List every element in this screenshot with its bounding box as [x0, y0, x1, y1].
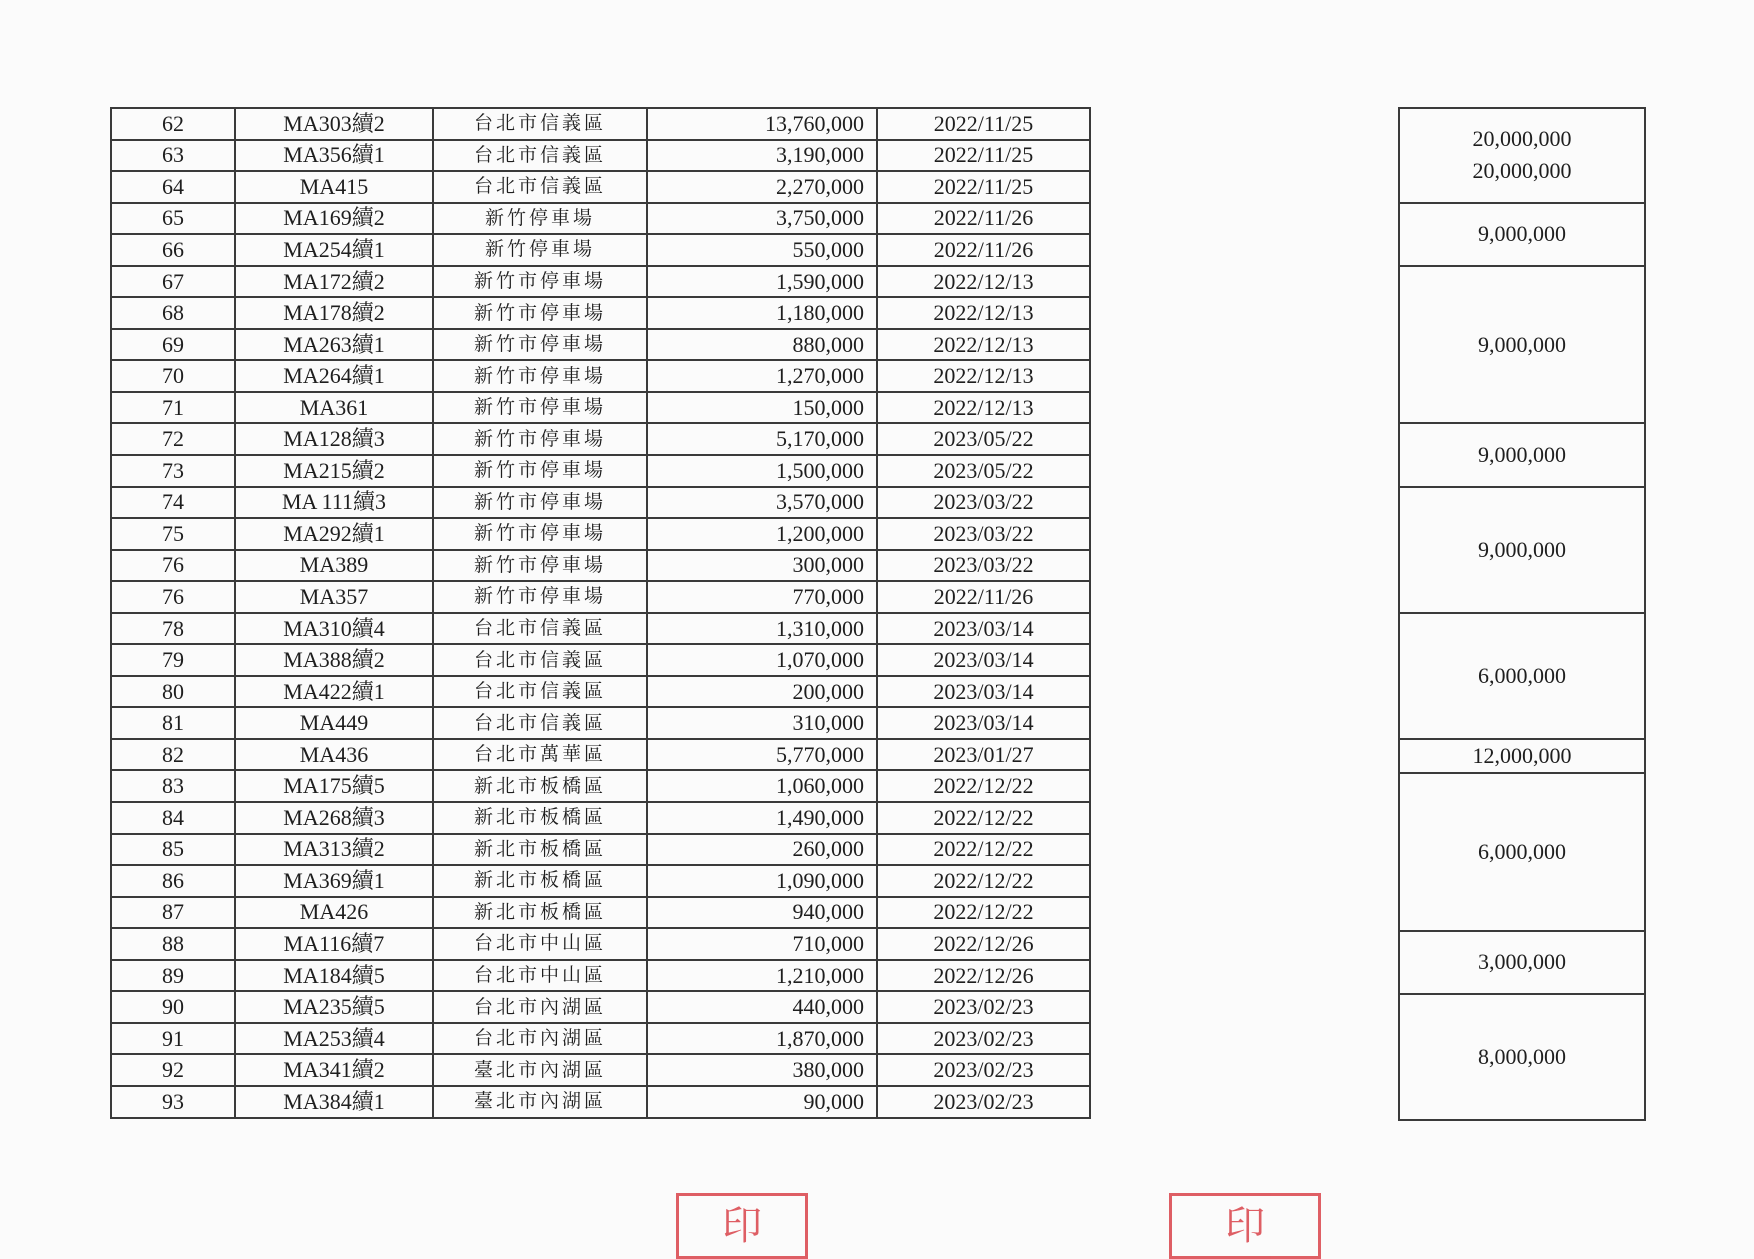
- location-cell: 新竹市停車場: [433, 455, 647, 487]
- loan-code: MA310續4: [235, 613, 433, 645]
- loan-code: MA436: [235, 739, 433, 771]
- quota-row: [1399, 203, 1645, 266]
- amount-cell: 5,770,000: [647, 739, 877, 771]
- date-cell: 2023/02/23: [877, 991, 1090, 1023]
- location-cell: 新竹市停車場: [433, 581, 647, 613]
- amount-cell: 940,000: [647, 897, 877, 929]
- date-cell: 2022/11/25: [877, 108, 1090, 140]
- location-cell: 新竹市停車場: [433, 550, 647, 582]
- loan-code: MA369續1: [235, 865, 433, 897]
- quota-value: 9,000,000: [1478, 221, 1566, 247]
- loan-code: MA215續2: [235, 455, 433, 487]
- table-row: [111, 266, 1090, 298]
- location-cell: 新北市板橋區: [433, 897, 647, 929]
- amount-cell: 3,570,000: [647, 487, 877, 519]
- amount-cell: 5,170,000: [647, 423, 877, 455]
- table-row: [111, 613, 1090, 645]
- table-row: [111, 203, 1090, 235]
- amount-cell: 3,750,000: [647, 203, 877, 235]
- quota-table-body: [1399, 108, 1645, 1120]
- location-cell: 台北市信義區: [433, 171, 647, 203]
- date-cell: 2023/03/22: [877, 487, 1090, 519]
- amount-cell: 200,000: [647, 676, 877, 708]
- table-row: [111, 518, 1090, 550]
- table-row: [111, 360, 1090, 392]
- amount-cell: 1,090,000: [647, 865, 877, 897]
- amount-cell: 440,000: [647, 991, 877, 1023]
- loan-code: MA356續1: [235, 140, 433, 172]
- quota-value: 3,000,000: [1478, 949, 1566, 975]
- row-number: 92: [111, 1054, 235, 1086]
- row-number: 75: [111, 518, 235, 550]
- loan-code: MA268續3: [235, 802, 433, 834]
- date-cell: 2023/03/14: [877, 676, 1090, 708]
- amount-cell: 260,000: [647, 834, 877, 866]
- location-cell: 台北市信義區: [433, 140, 647, 172]
- table-row: [111, 234, 1090, 266]
- row-number: 91: [111, 1023, 235, 1055]
- seal-stamp-right: 印: [1169, 1193, 1321, 1259]
- table-row: [111, 1054, 1090, 1086]
- location-cell: 新竹市停車場: [433, 518, 647, 550]
- date-cell: 2022/12/22: [877, 770, 1090, 802]
- loan-code: MA175續5: [235, 770, 433, 802]
- location-cell: 新竹停車場: [433, 234, 647, 266]
- date-cell: 2022/12/22: [877, 802, 1090, 834]
- quota-row: [1399, 773, 1645, 931]
- quota-value: 6,000,000: [1478, 838, 1566, 864]
- row-number: 69: [111, 329, 235, 361]
- quota-value: 9,000,000: [1478, 536, 1566, 562]
- quota-value: 20,000,000: [1472, 126, 1572, 152]
- location-cell: 台北市內湖區: [433, 1023, 647, 1055]
- row-number: 63: [111, 140, 235, 172]
- loan-code: MA341續2: [235, 1054, 433, 1086]
- row-number: 72: [111, 423, 235, 455]
- table-row: [111, 423, 1090, 455]
- quota-table: [1398, 107, 1646, 1121]
- location-cell: 新竹市停車場: [433, 329, 647, 361]
- date-cell: 2023/03/14: [877, 707, 1090, 739]
- table-row: [111, 297, 1090, 329]
- table-row: [111, 392, 1090, 424]
- amount-cell: 1,870,000: [647, 1023, 877, 1055]
- table-row: [111, 707, 1090, 739]
- row-number: 62: [111, 108, 235, 140]
- loan-code: MA357: [235, 581, 433, 613]
- loan-code: MA389: [235, 550, 433, 582]
- date-cell: 2022/11/26: [877, 234, 1090, 266]
- loan-code: MA384續1: [235, 1086, 433, 1118]
- row-number: 73: [111, 455, 235, 487]
- row-number: 65: [111, 203, 235, 235]
- amount-cell: 1,310,000: [647, 613, 877, 645]
- location-cell: 台北市信義區: [433, 707, 647, 739]
- row-number: 78: [111, 613, 235, 645]
- quota-value: 6,000,000: [1478, 662, 1566, 688]
- row-number: 71: [111, 392, 235, 424]
- row-number: 93: [111, 1086, 235, 1118]
- amount-cell: 13,760,000: [647, 108, 877, 140]
- quota-row: [1399, 739, 1645, 773]
- quota-cell: [1399, 423, 1645, 486]
- date-cell: 2022/12/13: [877, 392, 1090, 424]
- table-row: [111, 770, 1090, 802]
- date-cell: 2022/11/26: [877, 581, 1090, 613]
- quota-value: 9,000,000: [1478, 442, 1566, 468]
- amount-cell: 300,000: [647, 550, 877, 582]
- location-cell: 台北市信義區: [433, 613, 647, 645]
- amount-cell: 1,200,000: [647, 518, 877, 550]
- amount-cell: 150,000: [647, 392, 877, 424]
- date-cell: 2022/12/22: [877, 865, 1090, 897]
- location-cell: 新北市板橋區: [433, 865, 647, 897]
- location-cell: 臺北市內湖區: [433, 1086, 647, 1118]
- date-cell: 2022/12/13: [877, 266, 1090, 298]
- amount-cell: 1,070,000: [647, 644, 877, 676]
- location-cell: 台北市中山區: [433, 960, 647, 992]
- loan-code: MA292續1: [235, 518, 433, 550]
- loan-code: MA184續5: [235, 960, 433, 992]
- loan-code: MA426: [235, 897, 433, 929]
- table-row: [111, 739, 1090, 771]
- quota-cell: [1399, 487, 1645, 613]
- loan-code: MA361: [235, 392, 433, 424]
- table-row: [111, 487, 1090, 519]
- loan-code: MA253續4: [235, 1023, 433, 1055]
- location-cell: 新竹市停車場: [433, 297, 647, 329]
- location-cell: 臺北市內湖區: [433, 1054, 647, 1086]
- date-cell: 2022/11/25: [877, 171, 1090, 203]
- row-number: 74: [111, 487, 235, 519]
- loan-code: MA178續2: [235, 297, 433, 329]
- location-cell: 台北市信義區: [433, 644, 647, 676]
- seal-stamp-left: 印: [676, 1193, 808, 1259]
- date-cell: 2022/12/13: [877, 297, 1090, 329]
- amount-cell: 2,270,000: [647, 171, 877, 203]
- quota-cell: [1399, 931, 1645, 994]
- loan-code: MA303續2: [235, 108, 433, 140]
- table-row: [111, 897, 1090, 929]
- date-cell: 2022/12/22: [877, 897, 1090, 929]
- quota-cell: [1399, 108, 1645, 203]
- row-number: 89: [111, 960, 235, 992]
- amount-cell: 770,000: [647, 581, 877, 613]
- date-cell: 2023/05/22: [877, 455, 1090, 487]
- row-number: 76: [111, 581, 235, 613]
- table-row: [111, 1023, 1090, 1055]
- loan-code: MA264續1: [235, 360, 433, 392]
- quota-value: 20,000,000: [1472, 158, 1572, 184]
- row-number: 64: [111, 171, 235, 203]
- loan-code: MA263續1: [235, 329, 433, 361]
- date-cell: 2022/12/13: [877, 360, 1090, 392]
- table-row: [111, 581, 1090, 613]
- location-cell: 新竹停車場: [433, 203, 647, 235]
- row-number: 86: [111, 865, 235, 897]
- amount-cell: 1,180,000: [647, 297, 877, 329]
- quota-row: [1399, 487, 1645, 613]
- date-cell: 2023/03/14: [877, 613, 1090, 645]
- amount-cell: 90,000: [647, 1086, 877, 1118]
- quota-row: [1399, 266, 1645, 424]
- row-number: 82: [111, 739, 235, 771]
- date-cell: 2023/01/27: [877, 739, 1090, 771]
- row-number: 68: [111, 297, 235, 329]
- row-number: 87: [111, 897, 235, 929]
- location-cell: 新竹市停車場: [433, 392, 647, 424]
- amount-cell: 710,000: [647, 928, 877, 960]
- date-cell: 2023/05/22: [877, 423, 1090, 455]
- date-cell: 2022/11/25: [877, 140, 1090, 172]
- date-cell: 2023/02/23: [877, 1086, 1090, 1118]
- date-cell: 2023/03/22: [877, 518, 1090, 550]
- loan-code: MA422續1: [235, 676, 433, 708]
- quota-value: 9,000,000: [1478, 331, 1566, 357]
- amount-cell: 3,190,000: [647, 140, 877, 172]
- amount-cell: 1,210,000: [647, 960, 877, 992]
- loan-code: MA388續2: [235, 644, 433, 676]
- amount-cell: 1,500,000: [647, 455, 877, 487]
- location-cell: 台北市信義區: [433, 676, 647, 708]
- quota-cell: [1399, 266, 1645, 424]
- amount-cell: 310,000: [647, 707, 877, 739]
- table-row: [111, 960, 1090, 992]
- table-row: [111, 140, 1090, 172]
- location-cell: 新竹市停車場: [433, 487, 647, 519]
- quota-row: [1399, 423, 1645, 486]
- date-cell: 2023/03/22: [877, 550, 1090, 582]
- loan-code: MA449: [235, 707, 433, 739]
- table-row: [111, 455, 1090, 487]
- table-row: [111, 1086, 1090, 1118]
- loan-code: MA415: [235, 171, 433, 203]
- row-number: 90: [111, 991, 235, 1023]
- row-number: 80: [111, 676, 235, 708]
- location-cell: 新竹市停車場: [433, 266, 647, 298]
- date-cell: 2023/02/23: [877, 1054, 1090, 1086]
- date-cell: 2022/11/26: [877, 203, 1090, 235]
- quota-row: [1399, 931, 1645, 994]
- loan-code: MA235續5: [235, 991, 433, 1023]
- table-row: [111, 991, 1090, 1023]
- location-cell: 新北市板橋區: [433, 834, 647, 866]
- row-number: 88: [111, 928, 235, 960]
- location-cell: 新北市板橋區: [433, 770, 647, 802]
- loan-table: [110, 107, 1091, 1119]
- table-row: [111, 644, 1090, 676]
- table-row: [111, 550, 1090, 582]
- date-cell: 2022/12/22: [877, 834, 1090, 866]
- location-cell: 台北市信義區: [433, 108, 647, 140]
- table-row: [111, 171, 1090, 203]
- table-row: [111, 676, 1090, 708]
- date-cell: 2022/12/26: [877, 960, 1090, 992]
- quota-row: [1399, 613, 1645, 739]
- location-cell: 台北市內湖區: [433, 991, 647, 1023]
- location-cell: 台北市萬華區: [433, 739, 647, 771]
- row-number: 84: [111, 802, 235, 834]
- amount-cell: 880,000: [647, 329, 877, 361]
- row-number: 79: [111, 644, 235, 676]
- table-row: [111, 329, 1090, 361]
- location-cell: 台北市中山區: [433, 928, 647, 960]
- location-cell: 新北市板橋區: [433, 802, 647, 834]
- quota-row: [1399, 108, 1645, 203]
- location-cell: 新竹市停車場: [433, 423, 647, 455]
- table-row: [111, 802, 1090, 834]
- date-cell: 2023/03/14: [877, 644, 1090, 676]
- quota-value: 12,000,000: [1472, 742, 1572, 768]
- quota-cell: [1399, 994, 1645, 1120]
- amount-cell: 1,490,000: [647, 802, 877, 834]
- amount-cell: 1,060,000: [647, 770, 877, 802]
- loan-code: MA128續3: [235, 423, 433, 455]
- table-row: [111, 928, 1090, 960]
- loan-code: MA116續7: [235, 928, 433, 960]
- table-row: [111, 834, 1090, 866]
- table-row: [111, 865, 1090, 897]
- row-number: 85: [111, 834, 235, 866]
- quota-cell: [1399, 773, 1645, 931]
- row-number: 83: [111, 770, 235, 802]
- quota-value: 8,000,000: [1478, 1043, 1566, 1069]
- quota-cell: [1399, 203, 1645, 266]
- row-number: 66: [111, 234, 235, 266]
- row-number: 67: [111, 266, 235, 298]
- loan-code: MA172續2: [235, 266, 433, 298]
- loan-code: MA254續1: [235, 234, 433, 266]
- amount-cell: 1,270,000: [647, 360, 877, 392]
- loan-code: MA 111續3: [235, 487, 433, 519]
- quota-cell: [1399, 739, 1645, 773]
- amount-cell: 1,590,000: [647, 266, 877, 298]
- date-cell: 2022/12/13: [877, 329, 1090, 361]
- row-number: 76: [111, 550, 235, 582]
- amount-cell: 380,000: [647, 1054, 877, 1086]
- loan-code: MA313續2: [235, 834, 433, 866]
- date-cell: 2023/02/23: [877, 1023, 1090, 1055]
- loan-code: MA169續2: [235, 203, 433, 235]
- amount-cell: 550,000: [647, 234, 877, 266]
- date-cell: 2022/12/26: [877, 928, 1090, 960]
- row-number: 70: [111, 360, 235, 392]
- quota-cell: [1399, 613, 1645, 739]
- row-number: 81: [111, 707, 235, 739]
- loan-table-body: [111, 108, 1090, 1118]
- table-row: [111, 108, 1090, 140]
- location-cell: 新竹市停車場: [433, 360, 647, 392]
- quota-row: [1399, 994, 1645, 1120]
